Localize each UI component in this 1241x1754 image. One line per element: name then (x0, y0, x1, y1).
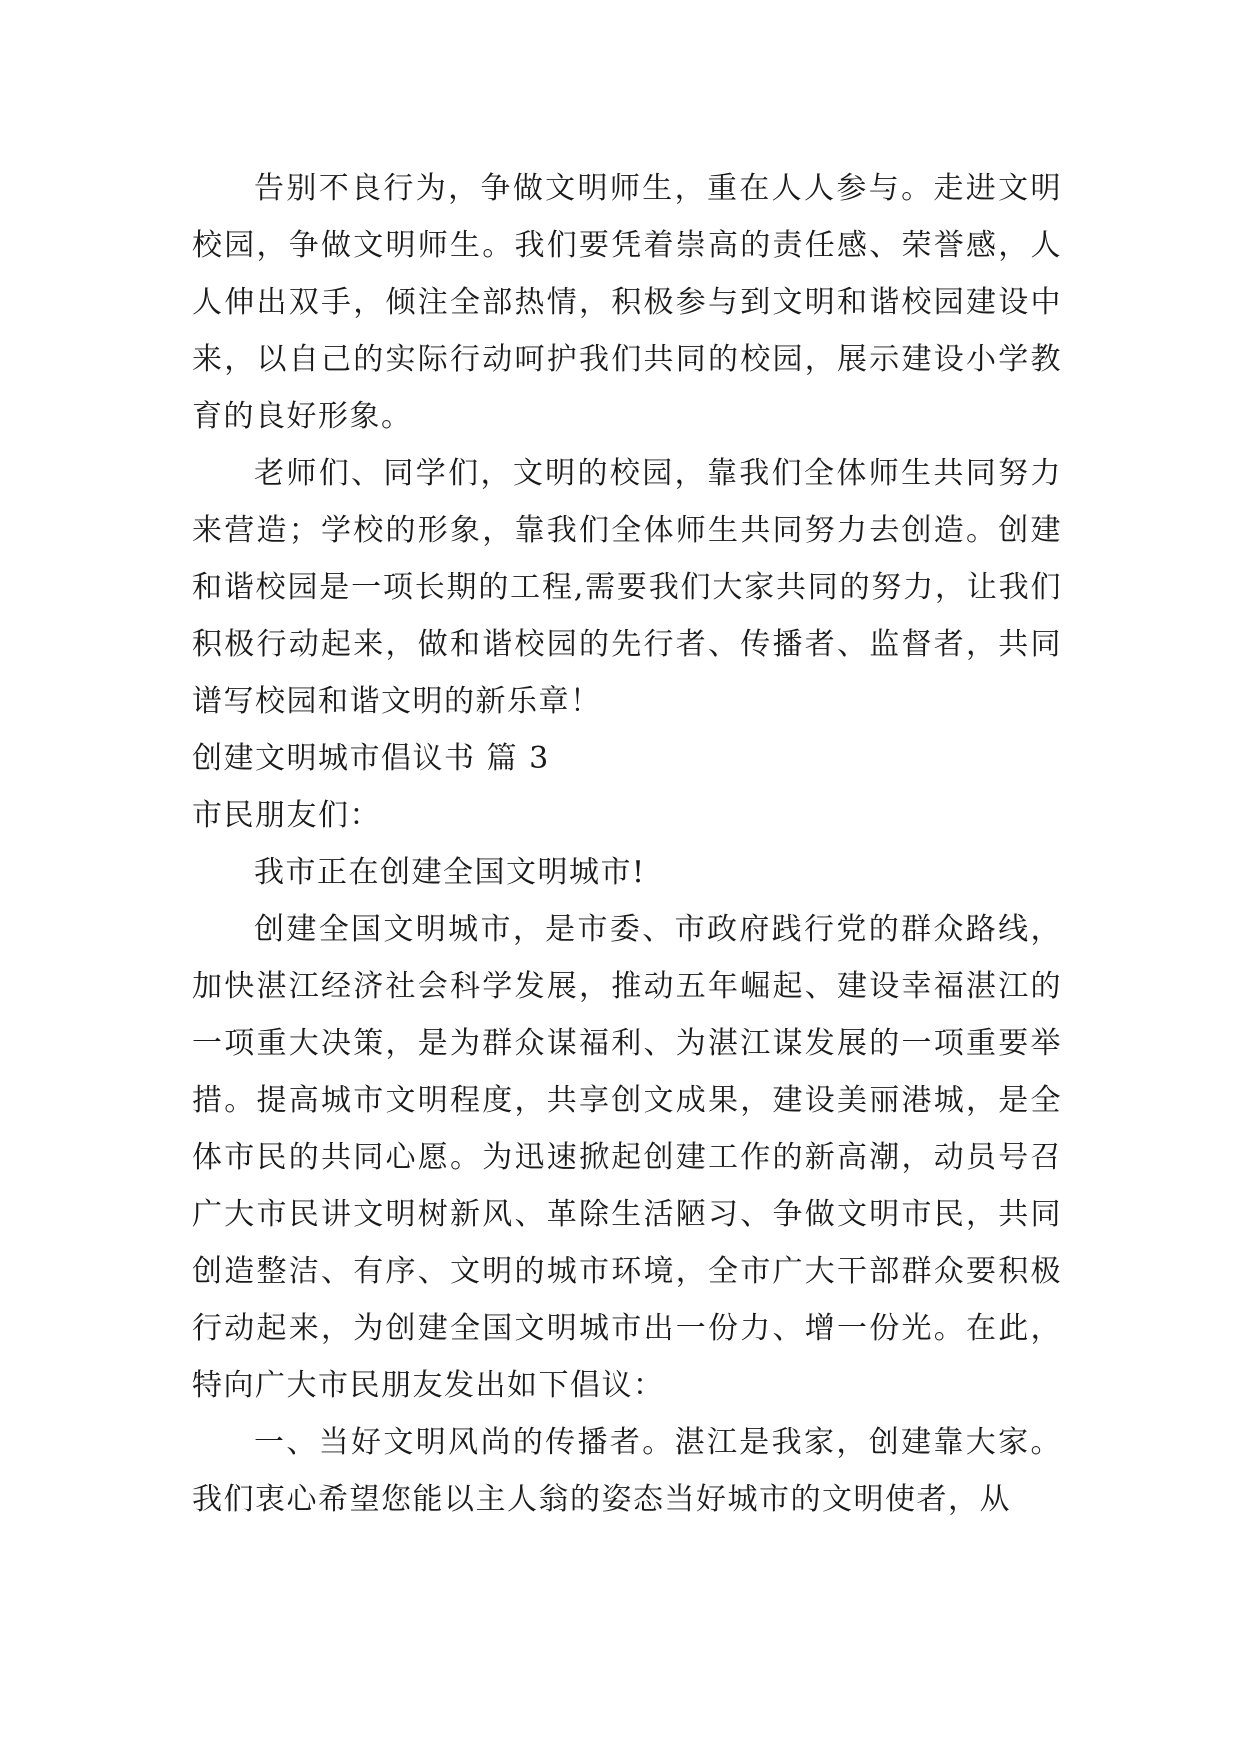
paragraph-teachers-students: 老师们、同学们，文明的校园，靠我们全体师生共同努力来营造；学校的形象，靠我们全体师生共同努力去创造。创建和谐校园是一项长期的工程,需要我们大家共同的努力，让我们积极行动起来，做和谐校园的先行者、传播者、监督者，共同谱写校园和谐文明的新乐章！ (192, 456, 1062, 719)
document-page (192, 160, 1062, 1528)
paragraph-city-purpose: 创建全国文明城市，是市委、市政府践行党的群众路线，加快湛江经济社会科学发展，推动五年崛起、建设幸福湛江的一项重大决策，是为群众谋福利、为湛江谋发展的一项重要举措。提高城市文明程度，共享创文成果，建设美丽港城，是全体市民的共同心愿。为迅速掀起创建工作的新高潮，动员号召广大市民讲文明树新风、革除生活陋习、争做文明市民，共同创造整洁、有序、文明的城市环境，全市广大干部群众要积极行动起来，为创建全国文明城市出一份力、增一份光。在此，特向广大市民朋友发出如下倡议： (192, 912, 1062, 1403)
salutation: 市民朋友们： (192, 798, 381, 833)
paragraph-civility-participation: 告别不良行为，争做文明师生，重在人人参与。走进文明校园，争做文明师生。我们要凭着崇高的责任感、荣誉感，人人伸出双手，倾注全部热情，积极参与到文明和谐校园建设中来，以自己的实际行动呵护我们共同的校园，展示建设小学教育的良好形象。 (192, 171, 1062, 434)
section-title: 创建文明城市倡议书 篇 3 (192, 741, 550, 776)
paragraph-city-announcement: 我市正在创建全国文明城市! (254, 855, 646, 890)
paragraph-proposal-one: 一、当好文明风尚的传播者。湛江是我家，创建靠大家。我们衷心希望您能以主人翁的姿态当好城市的文明使者，从 (192, 1425, 1062, 1517)
